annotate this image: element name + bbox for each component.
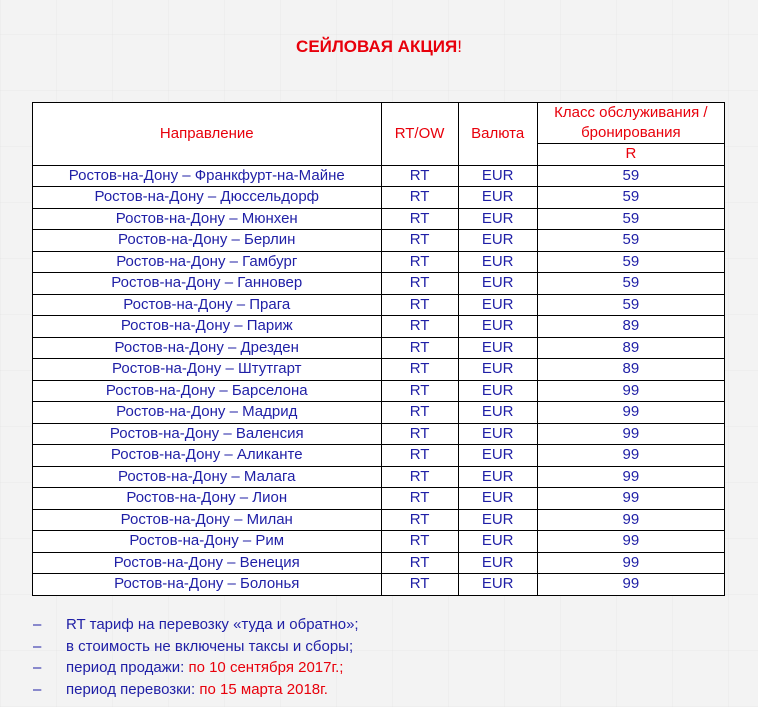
note-item (33, 679, 359, 701)
cell-trip-type: RT (381, 552, 458, 574)
cell-trip-type: RT (381, 187, 458, 209)
cell-trip-type: RT (381, 273, 458, 295)
cell-trip-type: RT (381, 531, 458, 553)
cell-trip-type: RT (381, 423, 458, 445)
cell-price: 99 (537, 445, 724, 467)
cell-currency: EUR (458, 165, 537, 187)
table-row (33, 466, 725, 488)
note-dash: – (33, 680, 42, 698)
cell-direction: Ростов-на-Дону – Лион (33, 488, 382, 510)
table-row (33, 380, 725, 402)
cell-direction: Ростов-на-Дону – Рим (33, 531, 382, 553)
cell-currency: EUR (458, 574, 537, 596)
cell-price: 99 (537, 509, 724, 531)
cell-price: 89 (537, 337, 724, 359)
note-text: период продажи: (66, 659, 189, 676)
cell-price: 99 (537, 531, 724, 553)
table-row (33, 574, 725, 596)
cell-price: 59 (537, 251, 724, 273)
note-text: RT тариф на перевозку «туда и обратно»; (66, 616, 359, 633)
note-item (33, 657, 359, 679)
cell-currency: EUR (458, 273, 537, 295)
table-row (33, 251, 725, 273)
table-row (33, 509, 725, 531)
cell-trip-type: RT (381, 380, 458, 402)
cell-direction: Ростов-на-Дону – Ганновер (33, 273, 382, 295)
cell-direction: Ростов-на-Дону – Франкфурт-на-Майне (33, 165, 382, 187)
table-row (33, 359, 725, 381)
cell-direction: Ростов-на-Дону – Аликанте (33, 445, 382, 467)
header-currency: Валюта (458, 103, 537, 166)
cell-currency: EUR (458, 402, 537, 424)
header-direction: Направление (33, 103, 382, 166)
cell-price: 89 (537, 316, 724, 338)
note-highlight: по 10 сентября 2017г.; (188, 659, 344, 676)
table-row (33, 273, 725, 295)
cell-direction: Ростов-на-Дону – Барселона (33, 380, 382, 402)
cell-currency: EUR (458, 230, 537, 252)
note-text: период перевозки: (66, 680, 200, 698)
cell-trip-type: RT (381, 509, 458, 531)
table-row (33, 165, 725, 187)
cell-currency: EUR (458, 531, 537, 553)
note-item (33, 636, 359, 658)
cell-trip-type: RT (381, 230, 458, 252)
cell-currency: EUR (458, 208, 537, 230)
cell-trip-type: RT (381, 445, 458, 467)
fares-table (32, 102, 725, 596)
cell-price: 99 (537, 574, 724, 596)
cell-price: 59 (537, 294, 724, 316)
cell-direction: Ростов-на-Дону – Дрезден (33, 337, 382, 359)
cell-currency: EUR (458, 466, 537, 488)
cell-direction: Ростов-на-Дону – Милан (33, 509, 382, 531)
fares-table-body (33, 165, 725, 595)
cell-trip-type: RT (381, 316, 458, 338)
table-row (33, 187, 725, 209)
table-row (33, 423, 725, 445)
cell-trip-type: RT (381, 488, 458, 510)
cell-trip-type: RT (381, 251, 458, 273)
cell-currency: EUR (458, 251, 537, 273)
cell-trip-type: RT (381, 208, 458, 230)
note-dash: – (33, 659, 42, 676)
note-text: в стоимость не включены таксы и сборы; (66, 637, 354, 655)
cell-price: 59 (537, 187, 724, 209)
title-exclamation: ! (457, 37, 462, 56)
cell-currency: EUR (458, 488, 537, 510)
cell-currency: EUR (458, 294, 537, 316)
cell-currency: EUR (458, 337, 537, 359)
fares-table-header (33, 103, 725, 166)
cell-price: 59 (537, 208, 724, 230)
table-row (33, 402, 725, 424)
notes-list (33, 614, 359, 700)
cell-direction: Ростов-на-Дону – Венеция (33, 552, 382, 574)
cell-currency: EUR (458, 359, 537, 381)
cell-trip-type: RT (381, 337, 458, 359)
cell-price: 99 (537, 423, 724, 445)
cell-currency: EUR (458, 187, 537, 209)
cell-currency: EUR (458, 509, 537, 531)
cell-direction: Ростов-на-Дону – Валенсия (33, 423, 382, 445)
table-row (33, 337, 725, 359)
header-class-code: R (537, 144, 724, 166)
table-row (33, 294, 725, 316)
cell-direction: Ростов-на-Дону – Дюссельдорф (33, 187, 382, 209)
cell-currency: EUR (458, 445, 537, 467)
cell-direction: Ростов-на-Дону – Берлин (33, 230, 382, 252)
cell-currency: EUR (458, 380, 537, 402)
cell-trip-type: RT (381, 574, 458, 596)
cell-direction: Ростов-на-Дону – Малага (33, 466, 382, 488)
cell-price: 99 (537, 552, 724, 574)
cell-direction: Ростов-на-Дону – Прага (33, 294, 382, 316)
table-row (33, 552, 725, 574)
cell-trip-type: RT (381, 165, 458, 187)
cell-price: 89 (537, 359, 724, 381)
cell-direction: Ростов-на-Дону – Париж (33, 316, 382, 338)
header-trip-type: RT/OW (381, 103, 458, 166)
cell-direction: Ростов-на-Дону – Болонья (33, 574, 382, 596)
cell-price: 99 (537, 488, 724, 510)
cell-currency: EUR (458, 316, 537, 338)
cell-price: 99 (537, 380, 724, 402)
note-dash: – (33, 616, 42, 633)
cell-price: 59 (537, 273, 724, 295)
table-row (33, 316, 725, 338)
cell-direction: Ростов-на-Дону – Мюнхен (33, 208, 382, 230)
cell-price: 99 (537, 466, 724, 488)
title-text: СЕЙЛОВАЯ АКЦИЯ (296, 37, 458, 56)
table-row (33, 531, 725, 553)
cell-price: 59 (537, 230, 724, 252)
cell-direction: Ростов-на-Дону – Мадрид (33, 402, 382, 424)
cell-trip-type: RT (381, 359, 458, 381)
note-item (33, 614, 359, 636)
cell-direction: Ростов-на-Дону – Штутгарт (33, 359, 382, 381)
header-service-class: Класс обслуживания / бронирования (537, 103, 724, 144)
cell-currency: EUR (458, 423, 537, 445)
cell-trip-type: RT (381, 294, 458, 316)
cell-trip-type: RT (381, 466, 458, 488)
cell-currency: EUR (458, 552, 537, 574)
cell-trip-type: RT (381, 402, 458, 424)
page-title (0, 37, 758, 57)
table-row (33, 230, 725, 252)
cell-price: 99 (537, 402, 724, 424)
note-dash: – (33, 637, 42, 655)
note-highlight: по 15 марта 2018г. (199, 680, 328, 698)
table-row (33, 488, 725, 510)
cell-direction: Ростов-на-Дону – Гамбург (33, 251, 382, 273)
cell-price: 59 (537, 165, 724, 187)
table-row (33, 445, 725, 467)
table-row (33, 208, 725, 230)
